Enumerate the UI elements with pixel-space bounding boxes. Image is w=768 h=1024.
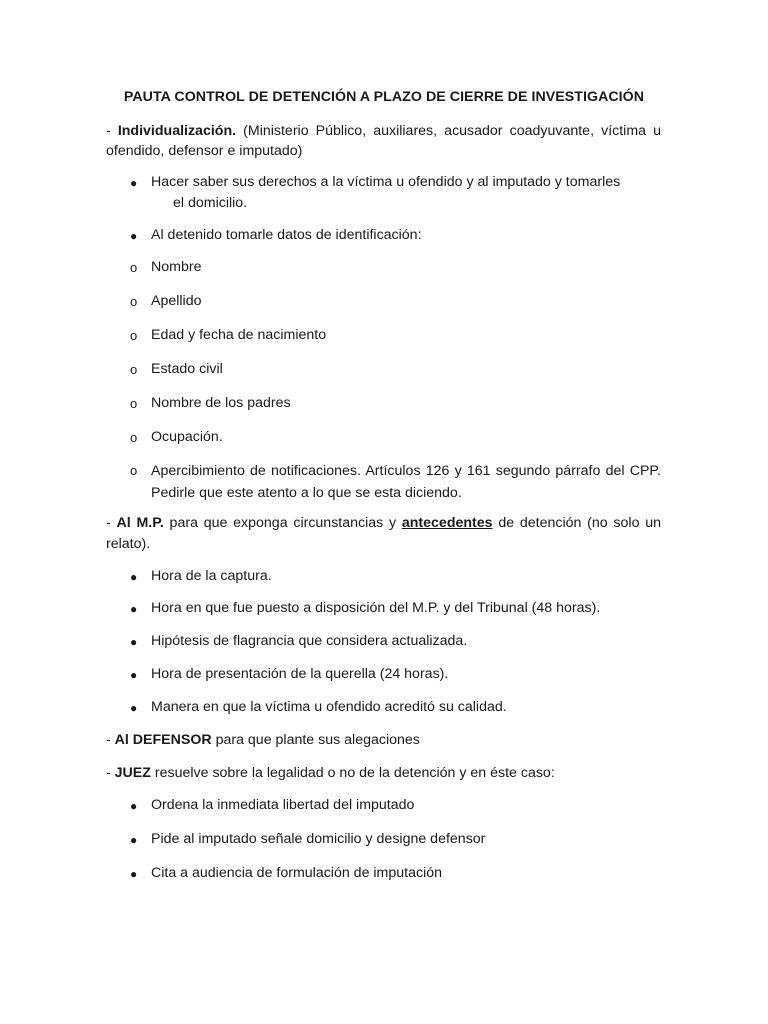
individualizacion-paragraph <box>106 121 661 161</box>
bullet-icon: ● <box>130 668 138 682</box>
bullet-icon: ● <box>130 602 138 616</box>
sub-list-item: Estado civil <box>151 361 223 377</box>
list-item-line2: el domicilio. <box>173 195 248 211</box>
dash: - <box>106 765 115 781</box>
circle-bullet-icon: o <box>130 294 138 309</box>
mp-label: Al M.P. <box>116 515 164 531</box>
defensor-paragraph <box>106 730 661 750</box>
circle-bullet-icon: o <box>130 463 138 478</box>
bullet-icon: ● <box>130 701 138 715</box>
list-item: Al detenido tomarle datos de identificación: <box>151 227 422 243</box>
list-item <box>151 172 663 214</box>
list-item: Ordena la inmediata libertad del imputado <box>151 797 415 813</box>
circle-bullet-icon: o <box>130 328 138 343</box>
individualizacion-label: Individualización. <box>117 123 237 139</box>
defensor-label: Al DEFENSOR <box>114 732 212 748</box>
list-item-line1: Hacer saber sus derechos a la víctima u ofendido y al imputado y tomarles <box>151 174 621 190</box>
bullet-icon: ● <box>130 867 138 881</box>
dash: - <box>106 515 117 531</box>
sub-list-item: Apellido <box>151 293 202 309</box>
mp-text-before: para que exponga circunstancias y <box>163 515 402 531</box>
circle-bullet-icon: o <box>130 260 138 275</box>
defensor-text: para que plante sus alegaciones <box>211 732 420 748</box>
mp-paragraph <box>106 513 661 555</box>
circle-bullet-icon: o <box>130 430 138 445</box>
sub-list-item: Nombre de los padres <box>151 395 291 411</box>
circle-bullet-icon: o <box>130 362 138 377</box>
sub-list-item: Nombre <box>151 259 202 275</box>
sub-list-item: Edad y fecha de nacimiento <box>151 327 327 343</box>
document-title: PAUTA CONTROL DE DETENCIÓN A PLAZO DE CIERRE DE INVESTIGACIÓN <box>123 89 645 105</box>
bullet-icon: ● <box>130 229 138 243</box>
list-item: Hipótesis de flagrancia que considera actualizada. <box>151 633 468 649</box>
dash: - <box>106 732 115 748</box>
list-item: Hora de presentación de la querella (24 horas). <box>151 666 449 682</box>
sub-list-item: Apercibimiento de notificaciones. Artículos 126 y 161 segundo párrafo del CPP. Pedirle que este atento a lo que se esta diciendo. <box>151 463 661 501</box>
list-item: Hora en que fue puesto a disposición del M.P. y del Tribunal (48 horas). <box>151 600 601 616</box>
list-item: Hora de la captura. <box>151 568 272 584</box>
individualizacion-text: (Ministerio Público, auxiliares, acusador coadyuvante, víctima u ofendido, defensor e imputado) <box>106 123 661 159</box>
bullet-icon: ● <box>130 833 138 847</box>
juez-label: JUEZ <box>114 765 151 781</box>
bullet-icon: ● <box>130 570 138 584</box>
juez-paragraph <box>106 763 661 783</box>
mp-underlined-word: antecedentes <box>401 515 493 531</box>
dash: - <box>106 123 118 139</box>
circle-bullet-icon: o <box>130 396 138 411</box>
list-item: Pide al imputado señale domicilio y designe defensor <box>151 831 486 847</box>
mp-text-after: de detención (no solo un relato). <box>106 515 662 552</box>
list-item: Manera en que la víctima u ofendido acreditó su calidad. <box>151 699 507 715</box>
bullet-icon: ● <box>130 635 138 649</box>
list-item: Cita a audiencia de formulación de imputación <box>151 865 443 881</box>
bullet-icon: ● <box>130 799 138 813</box>
bullet-icon: ● <box>130 176 138 190</box>
juez-text: resuelve sobre la legalidad o no de la detención y en éste caso: <box>150 765 555 781</box>
sub-list-item: Ocupación. <box>151 429 223 445</box>
